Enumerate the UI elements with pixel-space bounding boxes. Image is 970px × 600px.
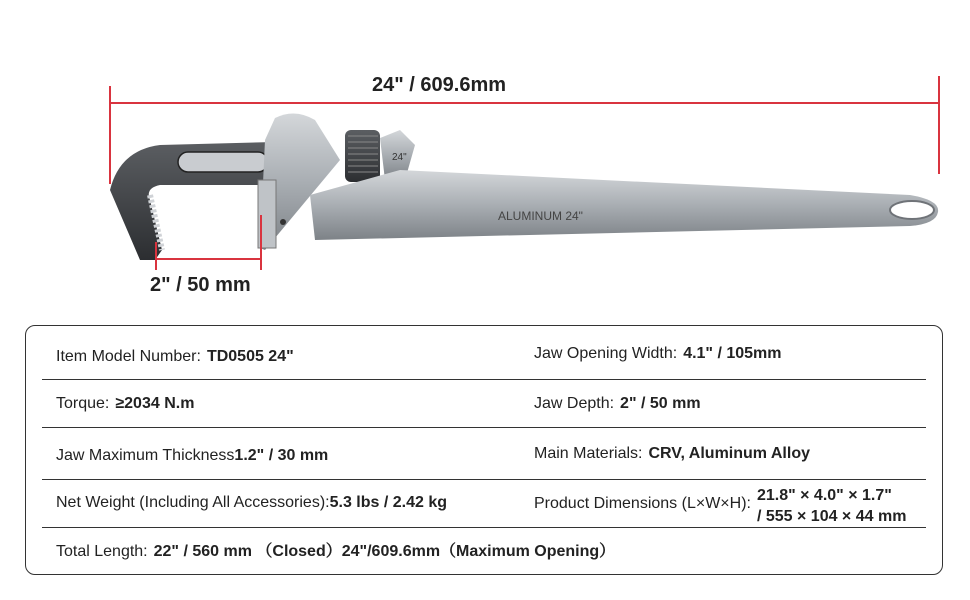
wrench-handle	[310, 170, 938, 240]
spec-dimensions-value-line2: / 555 × 104 × 44 mm	[756, 508, 907, 525]
spec-total-length	[56, 538, 615, 561]
jaw-depth-right-tick	[260, 215, 262, 270]
spec-jaw-opening-value: 4.1" / 105mm	[683, 345, 782, 362]
spec-weight-value: 5.3 lbs / 2.42 kg	[329, 494, 448, 511]
jaw-depth-line	[156, 258, 261, 260]
spec-materials-label: Main Materials:	[534, 445, 643, 462]
spec-jaw-thickness	[56, 447, 328, 465]
jaw-depth-left-tick	[155, 242, 157, 270]
spec-materials-value: CRV, Aluminum Alloy	[648, 445, 810, 462]
spec-dimensions-value-line1: 21.8" × 4.0" × 1.7"	[756, 487, 892, 504]
spec-total-length-label: Total Length:	[56, 543, 148, 560]
hook-jaw-slot	[178, 152, 268, 172]
spec-jaw-thickness-value: 1.2" / 30 mm	[234, 447, 329, 464]
spec-materials	[534, 445, 810, 463]
specs-table	[25, 325, 943, 575]
handle-marking: ALUMINUM 24"	[498, 209, 583, 223]
spec-weight-label: Net Weight (Including All Accessories):	[56, 494, 330, 511]
spec-jaw-thickness-label: Jaw Maximum Thickness	[56, 447, 235, 464]
adjusting-nut	[345, 130, 380, 182]
nut-marking: 24"	[392, 152, 407, 163]
spec-model	[56, 348, 294, 366]
spec-dimensions-label: Product Dimensions (L×W×H):	[534, 495, 751, 512]
spec-weight	[56, 494, 447, 512]
spec-torque-label: Torque:	[56, 395, 110, 412]
spec-torque	[56, 395, 194, 413]
spec-dimensions-value	[757, 485, 906, 527]
spec-model-value: TD0505 24"	[206, 348, 294, 365]
spec-jaw-depth-value: 2" / 50 mm	[620, 395, 701, 412]
spec-jaw-opening-label: Jaw Opening Width:	[534, 345, 678, 362]
spec-torque-value: ≥2034 N.m	[115, 395, 195, 412]
spec-dimensions	[534, 485, 906, 527]
spec-jaw-depth	[534, 395, 701, 413]
spec-total-length-value: 22" / 560 mm （Closed）24"/609.6mm（Maximum Opening）	[153, 543, 616, 560]
spec-model-label: Item Model Number:	[56, 348, 201, 365]
overall-length-label: 24" / 609.6mm	[372, 74, 507, 96]
spec-jaw-opening	[534, 345, 782, 363]
jaw-depth-label: 2" / 50 mm	[150, 274, 251, 296]
pipe-wrench-image	[100, 100, 950, 270]
pivot-pin	[280, 219, 286, 225]
spec-jaw-depth-label: Jaw Depth:	[534, 395, 615, 412]
hang-hole	[890, 201, 934, 219]
